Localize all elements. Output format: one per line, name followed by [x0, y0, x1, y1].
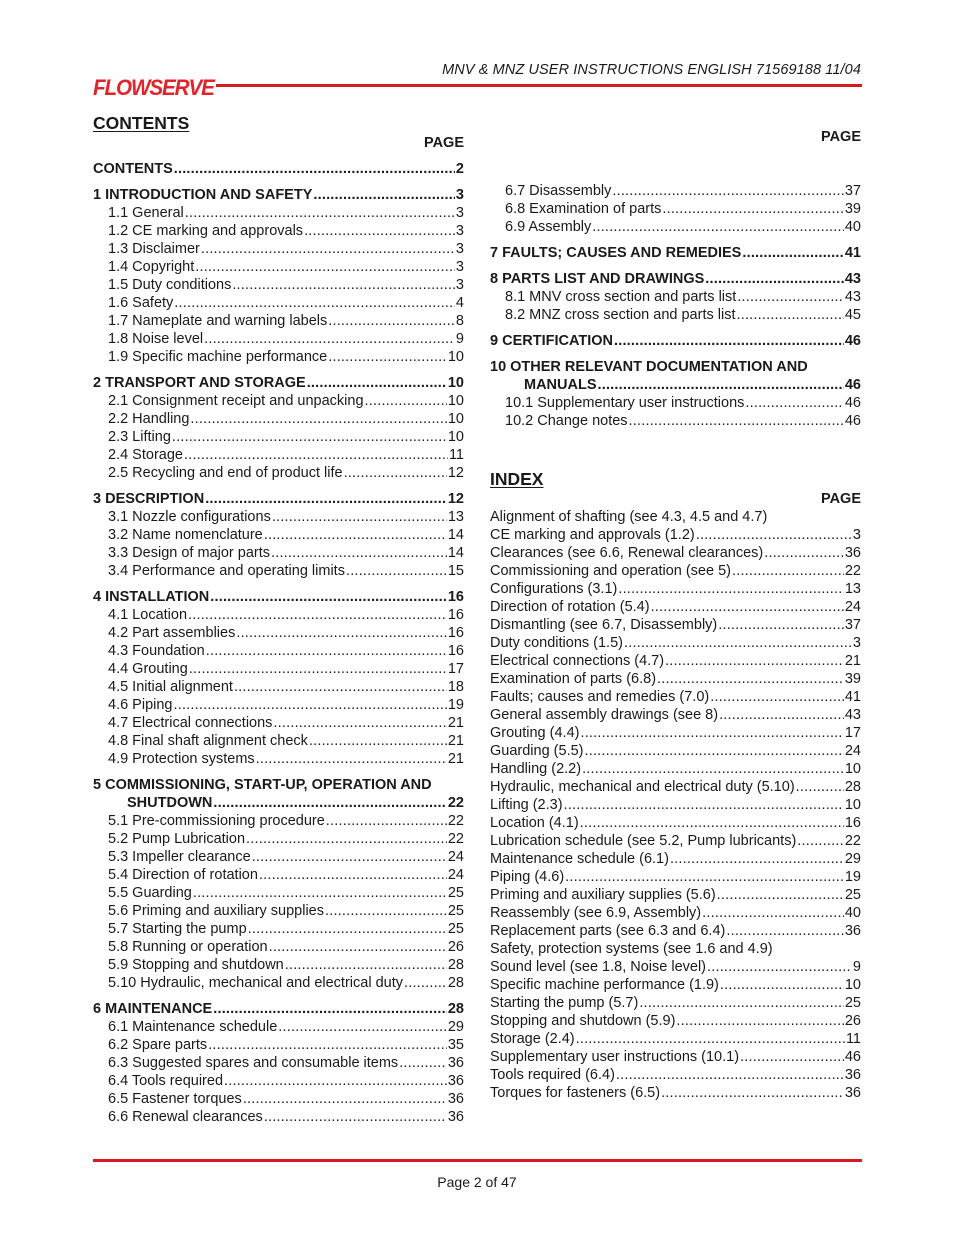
index-heading: INDEX: [490, 469, 544, 489]
toc-chapter-entry[interactable]: 9 CERTIFICATION ..... 46: [490, 332, 861, 350]
contents-column-left: [93, 112, 464, 1126]
document-title: MNV & MNZ USER INSTRUCTIONS ENGLISH 71569188 11/04: [442, 62, 861, 78]
toc-section-entry[interactable]: 1.3 Disclaimer ..... 3: [93, 240, 464, 258]
toc-section-entry[interactable]: 2.4 Storage ..... 11: [93, 446, 464, 464]
toc-chapter-entry[interactable]: 6 MAINTENANCE ..... 28: [93, 1000, 464, 1018]
index-entry[interactable]: Alignment of shafting (see 4.3, 4.5 and 4.7): [490, 509, 768, 525]
index-entry[interactable]: Location (4.1) ..... 16: [490, 814, 861, 832]
toc-section-entry[interactable]: 10.1 Supplementary user instructions ..... 46: [490, 394, 861, 412]
toc-section-entry[interactable]: 3.1 Nozzle configurations ..... 13: [93, 508, 464, 526]
index-entry[interactable]: Hydraulic, mechanical and electrical duty (5.10) ..... 28: [490, 778, 861, 796]
toc-section-entry[interactable]: 6.6 Renewal clearances ..... 36: [93, 1108, 464, 1126]
toc-section-entry[interactable]: 8.2 MNZ cross section and parts list ..... 45: [490, 306, 861, 324]
index-entry[interactable]: Stopping and shutdown (5.9) ..... 26: [490, 1012, 861, 1030]
toc-group: [490, 270, 861, 324]
toc-section-entry[interactable]: 3.2 Name nomenclature ..... 14: [93, 526, 464, 544]
index-entry[interactable]: Priming and auxiliary supplies (5.6) ..... 25: [490, 886, 861, 904]
toc-group: [490, 332, 861, 350]
index-entry[interactable]: Handling (2.2) ..... 10: [490, 760, 861, 778]
index-entry[interactable]: Examination of parts (6.8) ..... 39: [490, 670, 861, 688]
toc-section-entry[interactable]: 4.5 Initial alignment ..... 18: [93, 678, 464, 696]
toc-group: [490, 358, 861, 430]
toc-entry-contents[interactable]: CONTENTS ..... 2: [93, 160, 464, 178]
index-entry[interactable]: CE marking and approvals (1.2) ..... 3: [490, 526, 861, 544]
contents-heading: CONTENTS: [93, 113, 190, 133]
index-entry[interactable]: Grouting (4.4) ..... 17: [490, 724, 861, 742]
toc-section-entry[interactable]: 2.5 Recycling and end of product life ..... 12: [93, 464, 464, 482]
toc-group: [93, 588, 464, 768]
toc-section-entry[interactable]: 8.1 MNV cross section and parts list ..... 43: [490, 288, 861, 306]
toc-section-entry[interactable]: 2.2 Handling ..... 10: [93, 410, 464, 428]
index-entry[interactable]: Lifting (2.3) ..... 10: [490, 796, 861, 814]
toc-section-entry[interactable]: 6.3 Suggested spares and consumable items ..... 36: [93, 1054, 464, 1072]
toc-group: [93, 776, 464, 992]
toc-section-entry[interactable]: 1.9 Specific machine performance ..... 10: [93, 348, 464, 366]
index-entry[interactable]: Replacement parts (see 6.3 and 6.4) ..... 36: [490, 922, 861, 940]
toc-section-entry[interactable]: 5.3 Impeller clearance ..... 24: [93, 848, 464, 866]
toc-section-entry[interactable]: 6.7 Disassembly ..... 37: [490, 182, 861, 200]
toc-group: [93, 490, 464, 580]
toc-section-entry[interactable]: 4.7 Electrical connections ..... 21: [93, 714, 464, 732]
page-column-label: PAGE: [423, 135, 464, 151]
toc-section-entry[interactable]: 6.5 Fastener torques ..... 36: [93, 1090, 464, 1108]
toc-group: [93, 160, 464, 178]
toc-chapter-entry[interactable]: 7 FAULTS; CAUSES AND REMEDIES ..... 41: [490, 244, 861, 262]
toc-section-entry[interactable]: 5.5 Guarding ..... 25: [93, 884, 464, 902]
toc-section-entry[interactable]: 1.5 Duty conditions ..... 3: [93, 276, 464, 294]
toc-section-entry[interactable]: 10.2 Change notes ..... 46: [490, 412, 861, 430]
toc-section-entry[interactable]: 6.4 Tools required ..... 36: [93, 1072, 464, 1090]
footer-rule: [93, 1159, 862, 1162]
toc-section-entry[interactable]: 6.1 Maintenance schedule ..... 29: [93, 1018, 464, 1036]
index-entry[interactable]: Guarding (5.5) ..... 24: [490, 742, 861, 760]
page-number: Page 2 of 47: [437, 1174, 517, 1190]
toc-chapter-entry[interactable]: SHUTDOWN ..... 22: [93, 794, 464, 812]
index-entry[interactable]: Storage (2.4) ..... 11: [490, 1030, 861, 1048]
index-entry[interactable]: Supplementary user instructions (10.1) ..... 46: [490, 1048, 861, 1066]
flowserve-logo: FLOWSERVE: [93, 75, 214, 100]
index-entry[interactable]: Tools required (6.4) ..... 36: [490, 1066, 861, 1084]
index-entry[interactable]: Safety, protection systems (see 1.6 and 4.9): [490, 941, 773, 957]
index-entry[interactable]: Commissioning and operation (see 5) ..... 22: [490, 562, 861, 580]
index-entry[interactable]: Piping (4.6) ..... 19: [490, 868, 861, 886]
toc-group: [490, 244, 861, 262]
index-page-label: PAGE: [820, 491, 861, 507]
toc-section-entry[interactable]: 6.9 Assembly ..... 40: [490, 218, 861, 236]
index-entry[interactable]: Duty conditions (1.5) ..... 3: [490, 634, 861, 652]
toc-chapter-entry[interactable]: 8 PARTS LIST AND DRAWINGS ..... 43: [490, 270, 861, 288]
index-entry[interactable]: Starting the pump (5.7) ..... 25: [490, 994, 861, 1012]
toc-chapter-entry[interactable]: 3 DESCRIPTION ..... 12: [93, 490, 464, 508]
index-entry[interactable]: Clearances (see 6.6, Renewal clearances) ..... 36: [490, 544, 861, 562]
toc-section-entry[interactable]: 1.6 Safety ..... 4: [93, 294, 464, 312]
toc-chapter-entry[interactable]: MANUALS ..... 46: [490, 376, 861, 394]
toc-section-entry[interactable]: 5.9 Stopping and shutdown ..... 28: [93, 956, 464, 974]
toc-section-entry[interactable]: 5.6 Priming and auxiliary supplies ..... 25: [93, 902, 464, 920]
toc-section-entry[interactable]: 1.8 Noise level ..... 9: [93, 330, 464, 348]
toc-chapter-entry[interactable]: 2 TRANSPORT AND STORAGE ..... 10: [93, 374, 464, 392]
toc-group: [93, 1000, 464, 1126]
toc-section-entry[interactable]: 1.1 General ..... 3: [93, 204, 464, 222]
toc-section-entry[interactable]: 4.9 Protection systems ..... 21: [93, 750, 464, 768]
toc-section-entry[interactable]: 5.7 Starting the pump ..... 25: [93, 920, 464, 938]
toc-chapter-entry[interactable]: 1 INTRODUCTION AND SAFETY ..... 3: [93, 186, 464, 204]
toc-section-entry[interactable]: 6.2 Spare parts ..... 35: [93, 1036, 464, 1054]
toc-chapter-entry[interactable]: 4 INSTALLATION ..... 16: [93, 588, 464, 606]
toc-section-entry[interactable]: 4.3 Foundation ..... 16: [93, 642, 464, 660]
toc-section-entry[interactable]: 3.4 Performance and operating limits ..... 15: [93, 562, 464, 580]
toc-section-entry[interactable]: 1.2 CE marking and approvals ..... 3: [93, 222, 464, 240]
toc-section-entry[interactable]: 4.1 Location ..... 16: [93, 606, 464, 624]
toc-section-entry[interactable]: 4.2 Part assemblies ..... 16: [93, 624, 464, 642]
toc-section-entry[interactable]: 1.4 Copyright ..... 3: [93, 258, 464, 276]
index-entry[interactable]: Maintenance schedule (6.1) ..... 29: [490, 850, 861, 868]
toc-section-entry[interactable]: 4.4 Grouting ..... 17: [93, 660, 464, 678]
toc-group: [490, 182, 861, 236]
toc-section-entry[interactable]: 5.8 Running or operation ..... 26: [93, 938, 464, 956]
toc-section-entry[interactable]: 5.1 Pre-commissioning procedure ..... 22: [93, 812, 464, 830]
index-entry[interactable]: Configurations (3.1) ..... 13: [490, 580, 861, 598]
index-entry[interactable]: Specific machine performance (1.9) ..... 10: [490, 976, 861, 994]
toc-section-entry[interactable]: 2.1 Consignment receipt and unpacking ..... 10: [93, 392, 464, 410]
toc-section-entry[interactable]: 5.4 Direction of rotation ..... 24: [93, 866, 464, 884]
index-entry[interactable]: Direction of rotation (5.4) ..... 24: [490, 598, 861, 616]
toc-group: [93, 186, 464, 366]
toc-chapter-heading[interactable]: 5 COMMISSIONING, START-UP, OPERATION AND: [93, 777, 432, 793]
page-column-label: PAGE: [820, 129, 861, 145]
index-entry[interactable]: Reassembly (see 6.9, Assembly) ..... 40: [490, 904, 861, 922]
header-rule: [216, 84, 862, 87]
toc-section-entry[interactable]: 5.10 Hydraulic, mechanical and electrical duty ..... 28: [93, 974, 464, 992]
index-entry[interactable]: Dismantling (see 6.7, Disassembly) ..... 37: [490, 616, 861, 634]
contents-column-right: [490, 128, 861, 1102]
index-entry[interactable]: Faults; causes and remedies (7.0) ..... 41: [490, 688, 861, 706]
index-entry[interactable]: Lubrication schedule (see 5.2, Pump lubricants) ..... 22: [490, 832, 861, 850]
toc-section-entry[interactable]: 4.6 Piping ..... 19: [93, 696, 464, 714]
index-entry[interactable]: Sound level (see 1.8, Noise level) ..... 9: [490, 958, 861, 976]
toc-section-entry[interactable]: 3.3 Design of major parts ..... 14: [93, 544, 464, 562]
toc-chapter-heading[interactable]: 10 OTHER RELEVANT DOCUMENTATION AND: [490, 359, 808, 375]
toc-section-entry[interactable]: 4.8 Final shaft alignment check ..... 21: [93, 732, 464, 750]
index-entry[interactable]: Electrical connections (4.7) ..... 21: [490, 652, 861, 670]
toc-section-entry[interactable]: 2.3 Lifting ..... 10: [93, 428, 464, 446]
toc-group: [93, 374, 464, 482]
index-entry[interactable]: General assembly drawings (see 8) ..... 43: [490, 706, 861, 724]
index-list: [490, 508, 861, 1102]
toc-section-entry[interactable]: 1.7 Nameplate and warning labels ..... 8: [93, 312, 464, 330]
toc-section-entry[interactable]: 5.2 Pump Lubrication ..... 22: [93, 830, 464, 848]
toc-section-entry[interactable]: 6.8 Examination of parts ..... 39: [490, 200, 861, 218]
index-entry[interactable]: Torques for fasteners (6.5) ..... 36: [490, 1084, 861, 1102]
